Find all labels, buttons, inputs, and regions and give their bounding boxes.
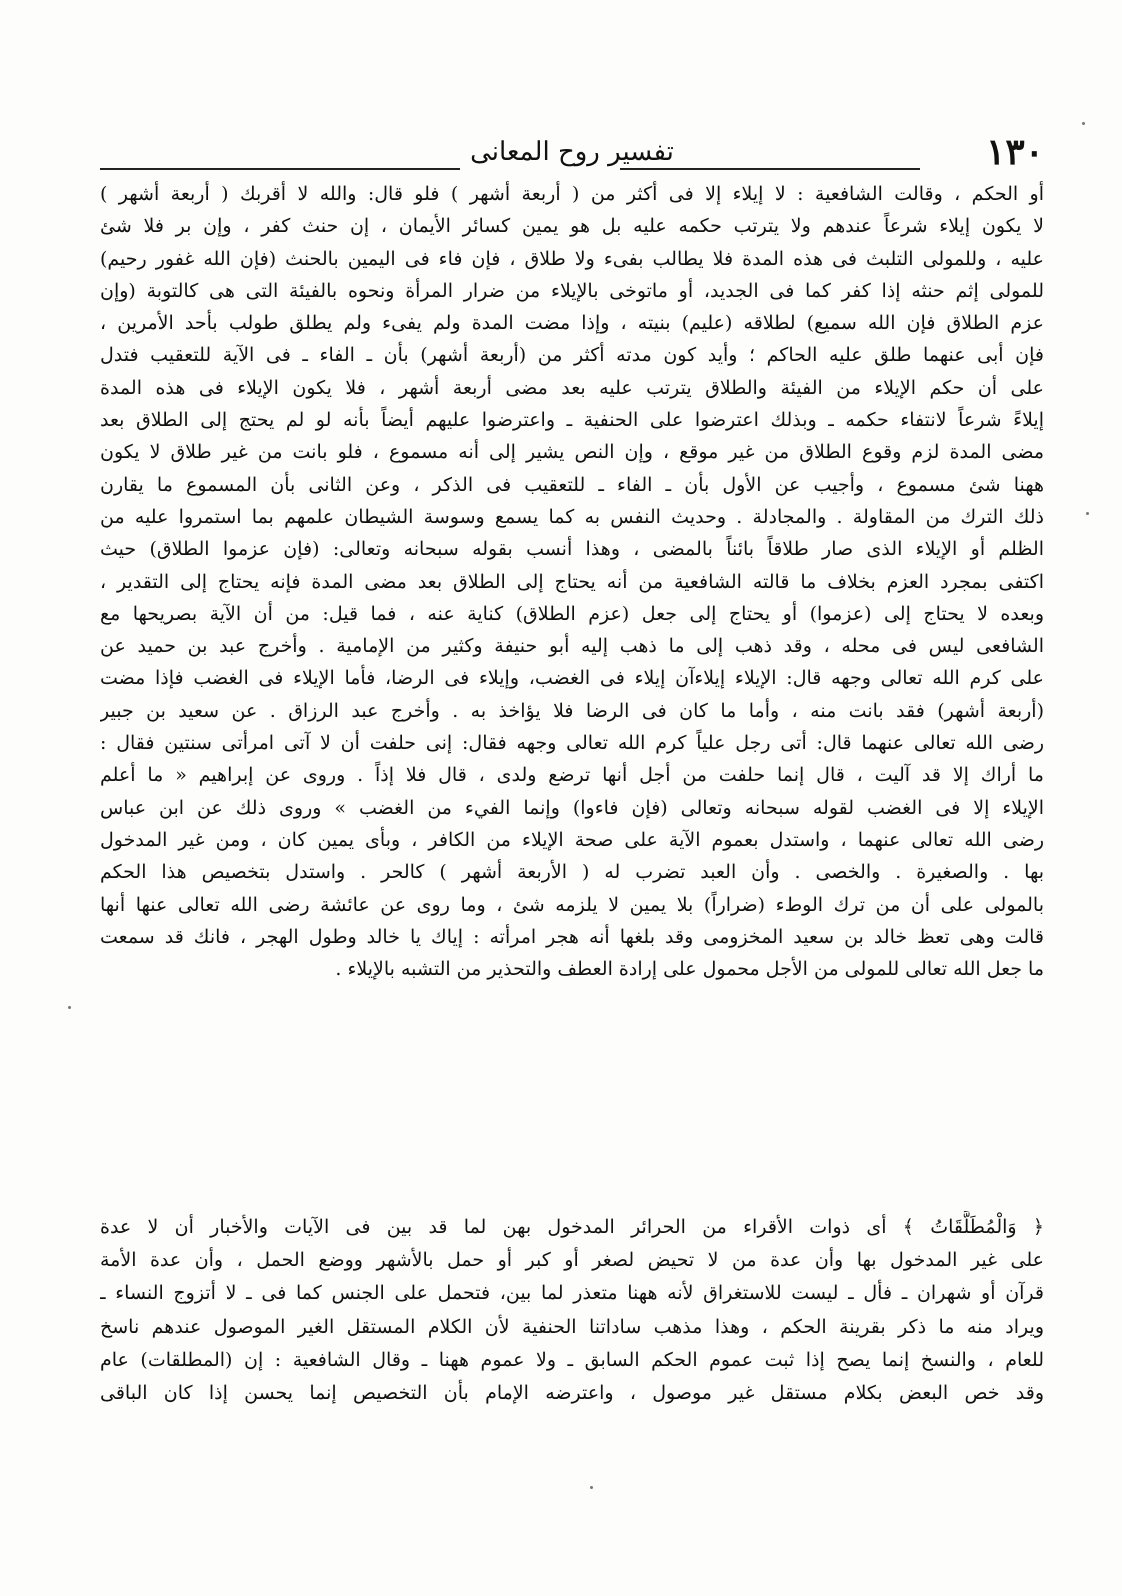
text-line: ههنا شئ مسموع ، وأجيب عن الأول بأن ـ الفاء ـ للتعقيب فى الذكر ، وعن الثانى بأن المسموع ما يقارن — [100, 473, 1044, 496]
scan-speck — [1082, 122, 1085, 125]
text-line: ﴿ وَالْمُطَلَّقَاتُ ﴾ أى ذوات الأقراء من الحرائر المدخول بهن لما قد بين فى الآيات والأخبار أن لا عدة — [100, 1216, 1044, 1238]
text-line: للعام ، والنسخ إنما يصح إذا ثبت عموم الحكم السابق ـ ولا عموم ههنا ـ وقال الشافعية : إن (المطلقات) عام — [100, 1348, 1044, 1371]
text-line: قالت وهى تعظ خالد بن سعيد المخزومى وقد بلغها أنه هجر امرأته : إياك يا خالد وطول الهجر ، فانك قد سمعت — [100, 925, 1044, 948]
text-line: أو الحكم ، وقالت الشافعية : لا إيلاء إلا فى أكثر من ( أربعة أشهر ) فلو قال: والله لا أقربك ( أربعة أشهر ) — [100, 183, 1044, 205]
text-line: (أربعة أشهر) فقد بانت منه ، وأما ما كان فى الرضا فلا يؤاخذ به . وأخرج عبد الرزاق . عن سعيد بن جبير — [100, 699, 1044, 722]
text-line: للمولى إثم حنثه إذا كفر كما فى الجديد، أو ماتوخى بالإيلاء من ضرار المرأة ونحوه بالفيئة التى هى كالتوبة (وإن — [100, 279, 1044, 302]
text-line: رضى الله تعالى عنهما ، واستدل بعموم الآية على صحة الإيلاء من الكافر ، وبأى يمين كان ، ومن غير المدخول — [100, 828, 1044, 851]
text-line: إيلاءً شرعاً لانتفاء حكمه ـ وبذلك اعترضوا على الحنفية ـ واعترضوا عليهم أيضاً بأنه لو لم يحتج إلى الطلاق بعد — [100, 409, 1044, 432]
text-line: عزم الطلاق فإن الله سميع) لطلاقه (عليم) بنيته ، وإذا مضت المدة ولم يفىء ولم يطلق طولب بأحد الأمرين ، — [100, 312, 1044, 335]
text-line: على أن حكم الإيلاء من الفيئة والطلاق يترتب عليه بعد مضى أربعة أشهر ، فلا يكون الإيلاء فى هذه المدة — [100, 376, 1044, 399]
text-line: مضى المدة لزم وقوع الطلاق من غير موقع ، وإن النص يشير إلى أنه مسموع ، فلو بانت من غير طلاق لا يكون — [100, 441, 1044, 464]
text-line: الشافعى ليس فى محله ، وقد ذهب إلى ما ذهب إليه أبو حنيفة وكثير من الإمامية . وأخرج عبد بن حميد عن — [100, 635, 1044, 658]
header-rule-left — [100, 168, 460, 170]
text-line: بها . والصغيرة . والخصى . وأن العبد تضرب له ( الأربعة أشهر ) كالحر . واستدل بتخصيص هذا الحكم — [100, 861, 1044, 884]
text-line: رضى الله تعالى عنهما قال: أتى رجل علياً كرم الله تعالى وجهه فقال: إنى حلفت أن لا آتى امرأتى سنتين فقال : — [100, 732, 1044, 755]
text-line: بالمولى على أن من ترك الوطء (ضراراً) بلا يمين لا يلزمه شئ ، وما روى عن عائشة رضى الله تعالى عنها أنها — [100, 893, 1044, 916]
text-line: ما جعل الله تعالى للمولى من الأجل محمول على إرادة العطف والتحذير من التشبه بالإيلاء . — [335, 958, 1044, 981]
text-line: وقد خص البعض بكلام مستقل غير موصول ، واعترضه الإمام بأن التخصيص إنما يحسن إذا كان الباقى — [100, 1381, 1044, 1404]
scan-speck — [590, 1486, 593, 1489]
header-rule-right — [620, 168, 920, 170]
text-line: الإيلاء إلا فى الغضب لقوله سبحانه وتعالى (فإن فاءوا) وإنما الفيء من الغضب » وروى ذلك عن ابن عباس — [100, 796, 1044, 819]
running-title: تفسير روح المعانى — [470, 137, 674, 167]
commentary-paragraph-1 — [100, 178, 1044, 985]
scan-speck — [68, 1006, 71, 1009]
text-line: ويراد منه ما ذكر بقرينة الحكم ، وهذا مذهب ساداتنا الحنفية لأن الكلام المستقل الغير الموصول عندهم ناسخ — [100, 1315, 1044, 1338]
scan-speck — [1086, 512, 1089, 515]
text-line: على غير المدخول بها وأن عدة من لا تحيض لصغر أو كبر أو حمل بالأشهر ووضع الحمل ، وأن عدة الأمة — [100, 1249, 1044, 1272]
commentary-paragraph-2 — [100, 1211, 1044, 1410]
text-line: ذلك الترك من المقاولة . والمجادلة . وحديث النفس به كما يسمع وسوسة الشيطان علمهم بما استمروا عليه من — [100, 505, 1044, 528]
text-line: اكتفى بمجرد العزم بخلاف ما قالته الشافعية من أنه يحتاج إلى الطلاق بعد مضى المدة فإنه يحتاج إلى التقدير ، — [100, 570, 1044, 593]
text-line: قرآن أو شهران ـ فأل ـ ليست للاستغراق لأنه ههنا متعذر لما بين، فتحمل على الجنس كما فى ـ لا أتزوج النساء ـ — [100, 1282, 1044, 1305]
text-line: وبعده لا يحتاج إلى (عزموا) أو يحتاج إلى جعل (عزم الطلاق) كناية عنه ، فما قيل: من أن الآية بصريحها مع — [100, 602, 1044, 625]
text-line: ما أراك إلا قد آليت ، قال إنما حلفت من أجل أنها ترضع ولدى ، قال فلا إذاً . وروى عن إبراهيم « ما أعلم — [100, 764, 1044, 787]
text-line: على كرم الله تعالى وجهه قال: الإيلاء إيلاءآن إيلاء فى الغضب، وإيلاء فى الرضا، فأما الإيلاء فى الغضب فإذا مضت — [100, 667, 1044, 690]
text-line: فإن أبى عنهما طلق عليه الحاكم ؛ وأيد كون مدته أكثر من (أربعة أشهر) بأن ـ الفاء ـ فى الآية للتعقيب فتدل — [100, 344, 1044, 367]
page-number: ١٣٠ — [985, 131, 1044, 173]
text-line: الظلم أو الإيلاء الذى صار طلاقاً بائناً بالمضى ، وهذا أنسب بقوله سبحانه وتعالى: (فإن عزموا الطلاق) حيث — [100, 538, 1044, 561]
text-line: لا يكون إيلاء شرعاً عندهم ولا يترتب حكمه عليه بل هو يمين كسائر الأيمان ، إن حنث كفر ، وإن بر فلا شئ — [100, 215, 1044, 238]
text-line: عليه ، وللمولى التلبث فى هذه المدة فلا يطالب بفىء ولا طلاق ، فإن فاء فى اليمين بالحنث (فإن الله غفور رحيم) — [100, 247, 1044, 270]
